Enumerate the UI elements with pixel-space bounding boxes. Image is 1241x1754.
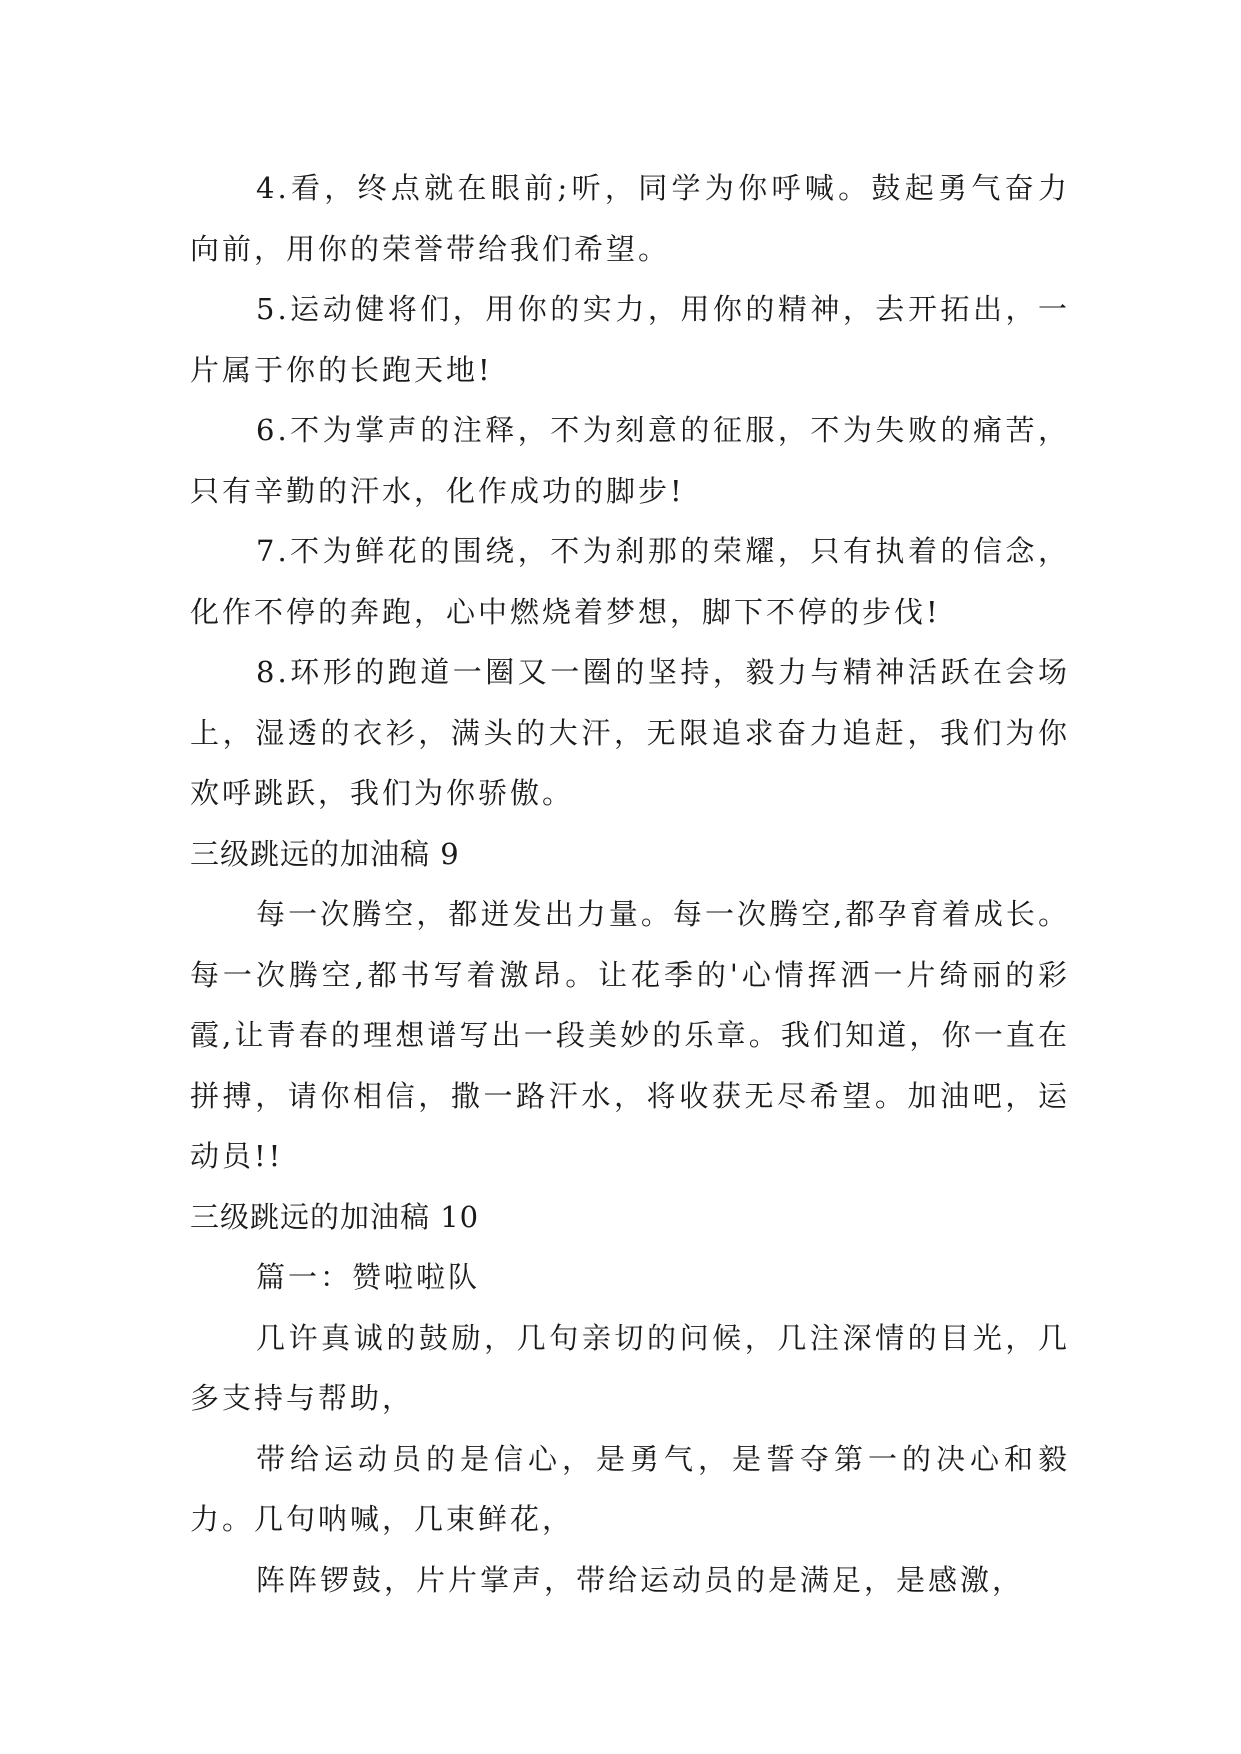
paragraph-slogan-8: 8.环形的跑道一圈又一圈的坚持，毅力与精神活跃在会场上，湿透的衣衫，满头的大汗，无限追求奋力追赶，我们为你欢呼跳跃，我们为你骄傲。 [190,655,1070,810]
paragraph-subtitle: 篇一：赞啦啦队 [256,1260,481,1294]
paragraph-slogan-4: 4.看，终点就在眼前;听，同学为你呼喊。鼓起勇气奋力向前，用你的荣誉带给我们希望。 [190,171,1070,266]
paragraph-body-1: 几许真诚的鼓励，几句亲切的问候，几注深情的目光，几多支持与帮助， [190,1320,1070,1415]
section-heading-10: 三级跳远的加油稿 10 [190,1199,480,1234]
paragraph-body-2: 带给运动员的是信心，是勇气，是誓夺第一的决心和毅力。几句呐喊，几束鲜花， [190,1441,1070,1536]
paragraph-section-9-body: 每一次腾空，都迸发出力量。每一次腾空,都孕育着成长。每一次腾空,都书写着激昂。让花季的'心情挥洒一片绮丽的彩霞,让青春的理想谱写出一段美妙的乐章。我们知道，你一直在拼搏，请你相信，撒一路汗水，将收获无尽希望。加油吧，运动员!! [190,897,1070,1173]
paragraph-slogan-6: 6.不为掌声的注释，不为刻意的征服，不为失败的痛苦，只有辛勤的汗水，化作成功的脚步! [190,413,1070,508]
document-page [190,158,1070,1610]
section-heading-9: 三级跳远的加油稿 9 [190,836,460,871]
paragraph-slogan-7: 7.不为鲜花的围绕，不为刹那的荣耀，只有执着的信念，化作不停的奔跑，心中燃烧着梦想，脚下不停的步伐! [190,534,1070,629]
paragraph-slogan-5: 5.运动健将们，用你的实力，用你的精神，去开拓出，一片属于你的长跑天地! [190,292,1070,387]
paragraph-body-3: 阵阵锣鼓，片片掌声，带给运动员的是满足，是感激， [256,1562,1025,1597]
